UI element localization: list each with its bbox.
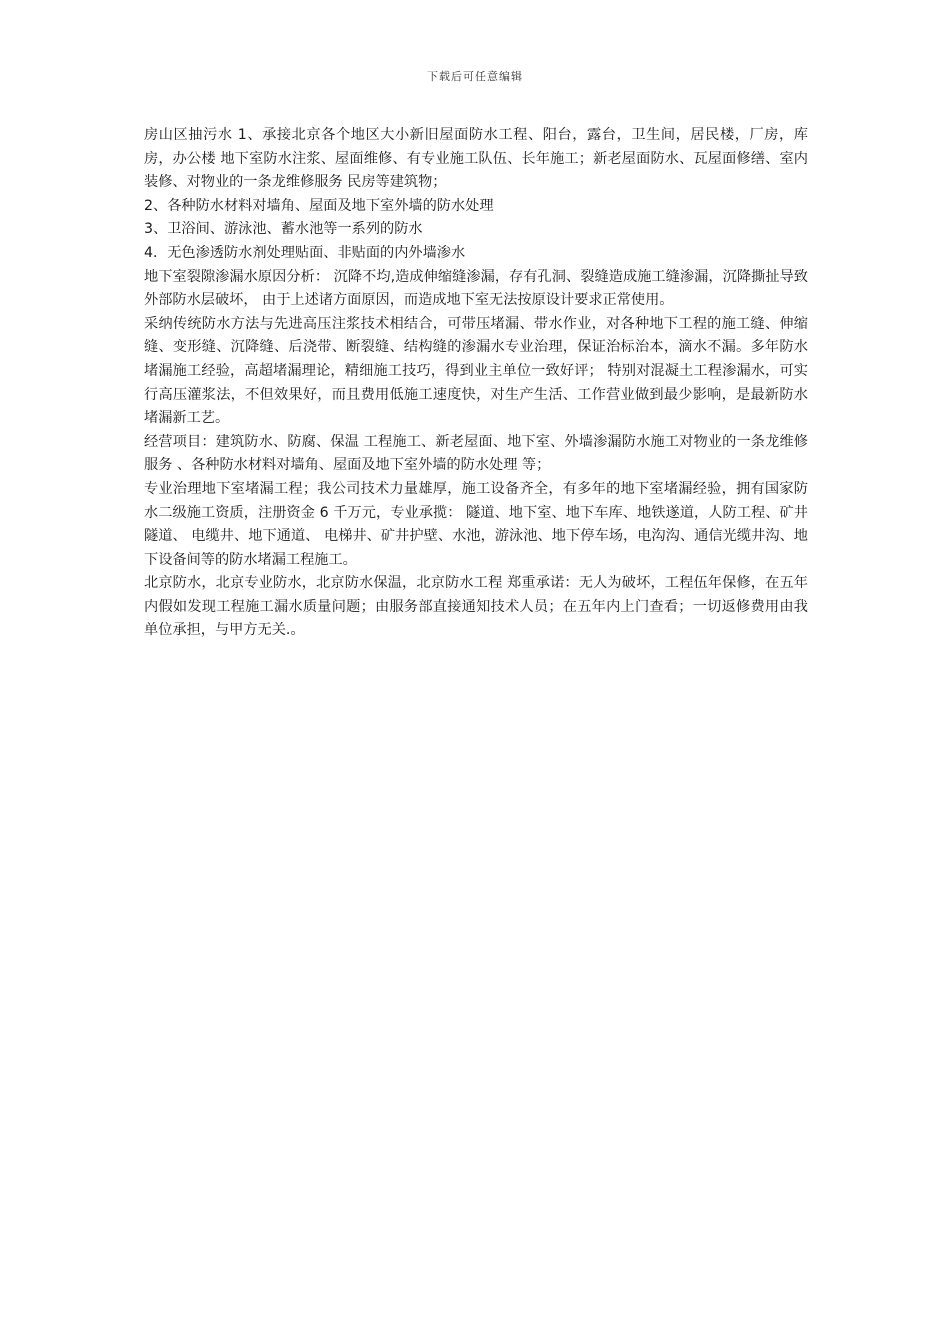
paragraph-item-4: 4．无色渗透防水剂处理贴面、非贴面的内外墙渗水 bbox=[144, 244, 466, 261]
paragraph-business-scope: 经营项目：建筑防水、防腐、保温 工程施工、新老屋面、地下室、外墙渗漏防水施工对物业的一条龙维修服务 、各种防水材料对墙角、屋面及地下室外墙的防水处理 等； bbox=[144, 433, 808, 474]
document-body bbox=[144, 124, 808, 643]
paragraph-item-3: 3、卫浴间、游泳池、蓄水池等一系列的防水 bbox=[144, 221, 423, 238]
paragraph-warranty-promise: 北京防水，北京专业防水，北京防水保温，北京防水工程 郑重承诺：无人为破坏，工程伍年保修，在五年内假如发现工程施工漏水质量问题；由服务部直接通知技术人员；在五年内上门查看；一切返修费用由我单位承担，与甲方无关.。 bbox=[144, 575, 808, 639]
page-header: 下载后可任意编辑 bbox=[427, 70, 523, 83]
paragraph-company-profile: 专业治理地下室堵漏工程；我公司技术力量雄厚，施工设备齐全，有多年的地下室堵漏经验，拥有国家防水二级施工资质，注册资金 6 千万元，专业承揽： 隧道、地下室、地下车库、地铁遂道，人防工程、矿井隧道、 电缆井、地下通道、 电梯井、矿井护壁、水池，游泳池、地下停车场，电沟沟、通信光缆井沟、地下设备间等的防水堵漏工程施工。 bbox=[144, 480, 808, 568]
paragraph-methods: 采纳传统防水方法与先进高压注浆技术相结合，可带压堵漏、带水作业，对各种地下工程的施工缝、伸缩缝、变形缝、沉降缝、后浇带、断裂缝、结构缝的渗漏水专业治理，保证治标治本，滴水不漏。多年防水堵漏施工经验，高超堵漏理论，精细施工技巧，得到业主单位一致好评； 特别对混凝土工程渗漏水，可实行高压灌浆法，不但效果好，而且费用低施工速度快，对生产生活、工作营业做到最少影响，是最新防水堵漏新工艺。 bbox=[144, 315, 808, 427]
paragraph-intro: 房山区抽污水 1、承接北京各个地区大小新旧屋面防水工程、阳台，露台，卫生间，居民楼，厂房，库房，办公楼 地下室防水注浆、屋面维修、有专业施工队伍、长年施工；新老屋面防水、瓦屋面修缮、室内装修、对物业的一条龙维修服务 民房等建筑物； bbox=[144, 127, 808, 191]
paragraph-item-2: 2、各种防水材料对墙角、屋面及地下室外墙的防水处理 bbox=[144, 197, 494, 214]
paragraph-leak-cause-analysis: 地下室裂隙渗漏水原因分析： 沉降不均,造成伸缩缝渗漏，存有孔洞、裂缝造成施工缝渗漏，沉降撕扯导致外部防水层破坏， 由于上述诸方面原因，而造成地下室无法按原设计要求正常使用。 bbox=[144, 268, 808, 309]
